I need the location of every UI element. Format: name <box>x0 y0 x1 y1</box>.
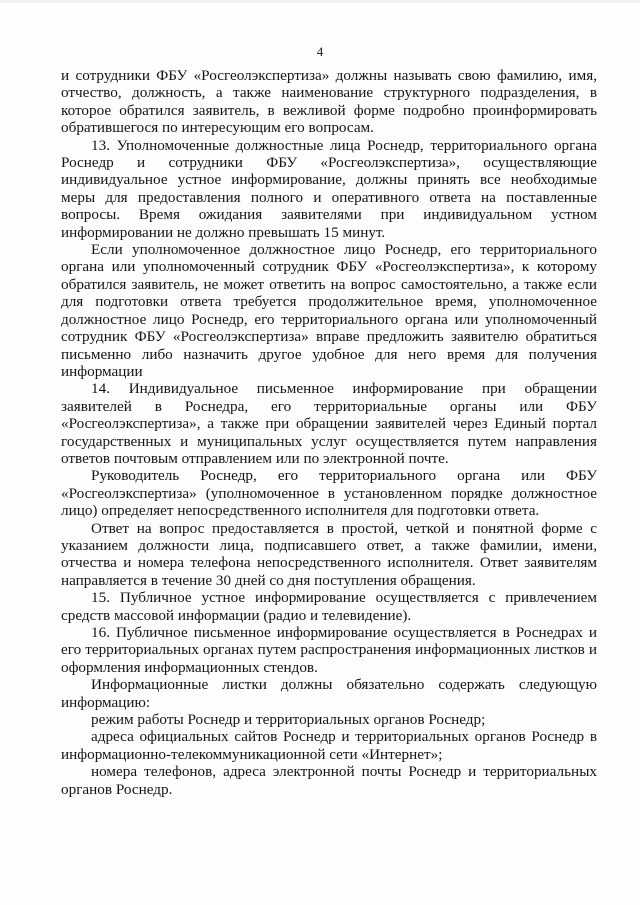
paragraph-item-14: 14. Индивидуальное письменное информирование при обращении заявителей в Роснедра, его территориальные органы или ФБУ «Росгеолэкспертиза», а также при обращении заявителей через Единый портал государственных и муниципальных услуг осуществляется путем направления ответов почтовым отправлением или по электронной почте. <box>61 380 597 467</box>
list-item-websites: адреса официальных сайтов Роснедр и территориальных органов Роснедр в информационно-телекоммуникационной сети «Интернет»; <box>61 728 597 763</box>
list-item-working-hours: режим работы Роснедр и территориальных органов Роснедр; <box>91 711 486 729</box>
paragraph-item-15: 15. Публичное устное информирование осуществляется с привлечением средств массовой информации (радио и телевидение). <box>61 589 597 624</box>
paragraph-item-16: 16. Публичное письменное информирование осуществляется в Роснедрах и его территориальных органах путем распространения информационных листков и оформления информационных стендов. <box>61 624 597 676</box>
paragraph-leaflets-intro: Информационные листки должны обязательно содержать следующую информацию: <box>61 676 597 711</box>
paragraph-executor: Руководитель Роснедр, его территориального органа или ФБУ «Росгеолэкспертиза» (уполномоченное в установленном порядке должностное лицо) определяет непосредственного исполнителя для подготовки ответа. <box>61 467 597 520</box>
paragraph-referral: Если уполномоченное должностное лицо Роснедр, его территориального органа или уполномоченный сотрудник ФБУ «Росгеолэкспертиза», к которому обратился заявитель, не может ответить на вопрос самостоятельно, а также если для подготовки ответа требуется продолжительное время, уполномоченное должностное лицо Роснедр, его территориального органа или уполномоченный сотрудник ФБУ «Росгеолэкспертиза» вправе предложить заявителю обратиться письменно либо назначить другое удобное для него время для получения информации <box>61 241 597 380</box>
paragraph-continuation: и сотрудники ФБУ «Росгеолэкспертиза» должны называть свою фамилию, имя, отчество, должность, а также наименование структурного подразделения, в которое обратился заявитель, в вежливой форме подробно проинформировать обратившегося по интересующим его вопросам. <box>61 67 597 137</box>
page-number: 4 <box>316 44 324 59</box>
top-margin-strip <box>0 0 640 3</box>
paragraph-answer-format: Ответ на вопрос предоставляется в простой, четкой и понятной форме с указанием должности лица, подписавшего ответ, а также фамилии, имени, отчества и номера телефона непосредственного исполнителя. Ответ заявителям направляется в течение 30 дней со дня поступления обращения. <box>61 519 597 589</box>
paragraph-item-13: 13. Уполномоченные должностные лица Роснедр, территориального органа Роснедр и сотрудники ФБУ «Росгеолэкспертиза», осуществляющие индивидуальное устное информирование, должны принять все необходимые меры для предоставления полного и оперативного ответа на поставленные вопросы. Время ожидания заявителями при индивидуальном устном информировании не должно превышать 15 минут. <box>61 136 597 241</box>
document-body <box>61 67 597 798</box>
list-item-contacts: номера телефонов, адреса электронной почты Роснедр и территориальных органов Роснедр. <box>61 763 597 798</box>
